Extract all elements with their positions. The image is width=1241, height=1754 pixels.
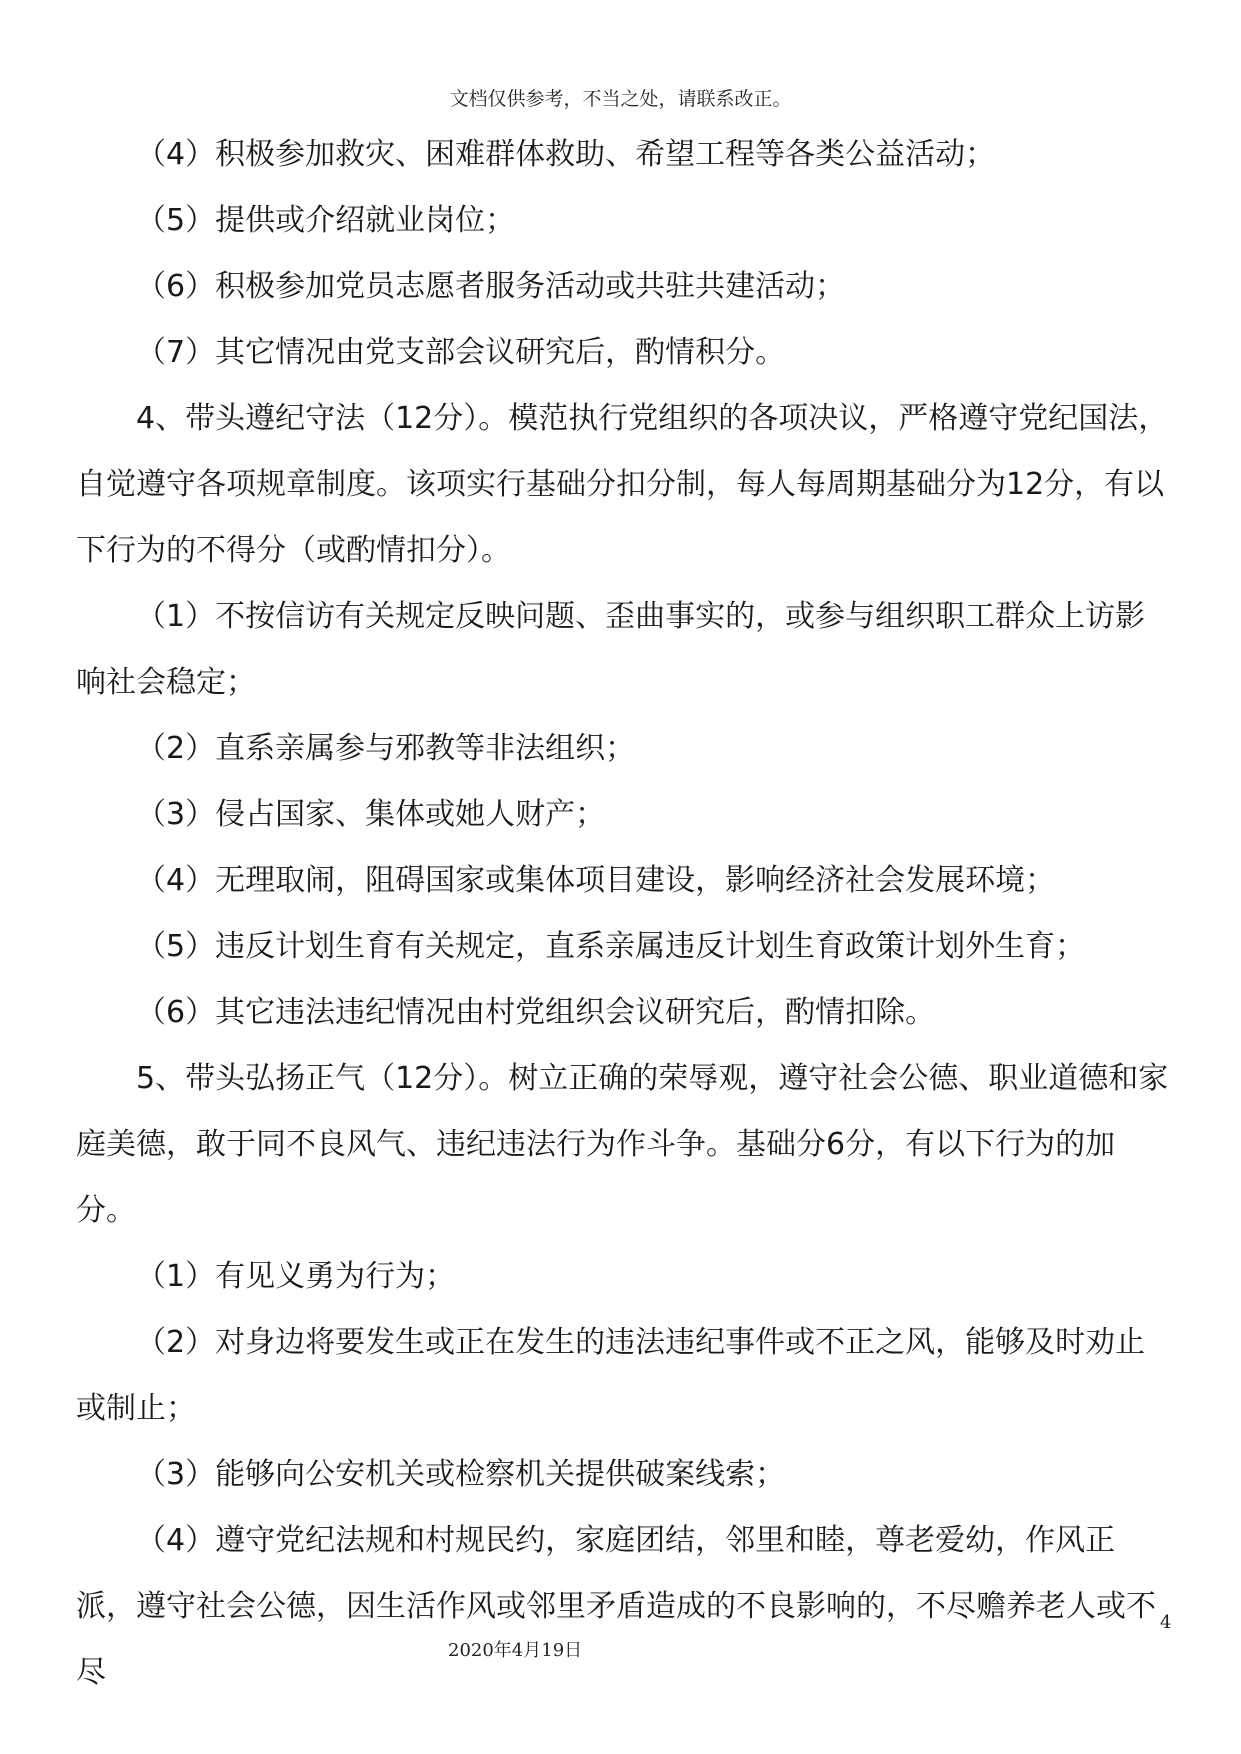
paragraph: （6）其它违法违纪情况由村党组织会议研究后，酌情扣除。 xyxy=(136,995,936,1030)
paragraph: （4）积极参加救灾、困难群体救助、希望工程等各类公益活动； xyxy=(136,137,996,172)
paragraph: （4）无理取闹，阻碍国家或集体项目建设，影响经济社会发展环境； xyxy=(136,863,1056,898)
paragraph: （1）有见义勇为行为； xyxy=(136,1259,456,1294)
paragraph: 5、带头弘扬正气（12分）。树立正确的荣辱观，遵守社会公德、职业道德和家庭美德，敢于同不良风气、违纪违法行为作斗争。基础分6分，有以下行为的加分。 xyxy=(76,1061,1169,1228)
paragraph: （6）积极参加党员志愿者服务活动或共驻共建活动； xyxy=(136,269,846,304)
paragraph: （5）提供或介绍就业岗位； xyxy=(136,203,516,238)
paragraph: （4）遵守党纪法规和村规民约，家庭团结，邻里和睦，尊老爱幼，作风正派，遵守社会公德，因生活作风或邻里矛盾造成的不良影响的，不尽赡养老人或不尽 xyxy=(76,1523,1156,1690)
paragraph: （3）侵占国家、集体或她人财产； xyxy=(136,797,606,832)
paragraph: （2）直系亲属参与邪教等非法组织； xyxy=(136,731,636,766)
paragraph: 4、带头遵纪守法（12分）。模范执行党组织的各项决议，严格遵守党纪国法，自觉遵守各项规章制度。该项实行基础分扣分制，每人每周期基础分为12分，有以下行为的不得分（或酌情扣分）。 xyxy=(76,401,1169,568)
page-number: 4 xyxy=(1160,1612,1172,1633)
paragraph: （5）违反计划生育有关规定，直系亲属违反计划生育政策计划外生育； xyxy=(136,929,1086,964)
paragraph: （3）能够向公安机关或检察机关提供破案线索； xyxy=(136,1457,786,1492)
paragraph: （1）不按信访有关规定反映问题、歪曲事实的，或参与组织职工群众上访影响社会稳定； xyxy=(76,599,1146,700)
header-note: 文档仅供参考，不当之处，请联系改正。 xyxy=(449,88,792,110)
paragraph: （2）对身边将要发生或正在发生的违法违纪事件或不正之风，能够及时劝止或制止； xyxy=(76,1325,1146,1426)
footer-date: 2020年4月19日 xyxy=(448,1640,583,1661)
document-body xyxy=(76,122,1174,1706)
paragraph: （7）其它情况由党支部会议研究后，酌情积分。 xyxy=(136,335,786,370)
